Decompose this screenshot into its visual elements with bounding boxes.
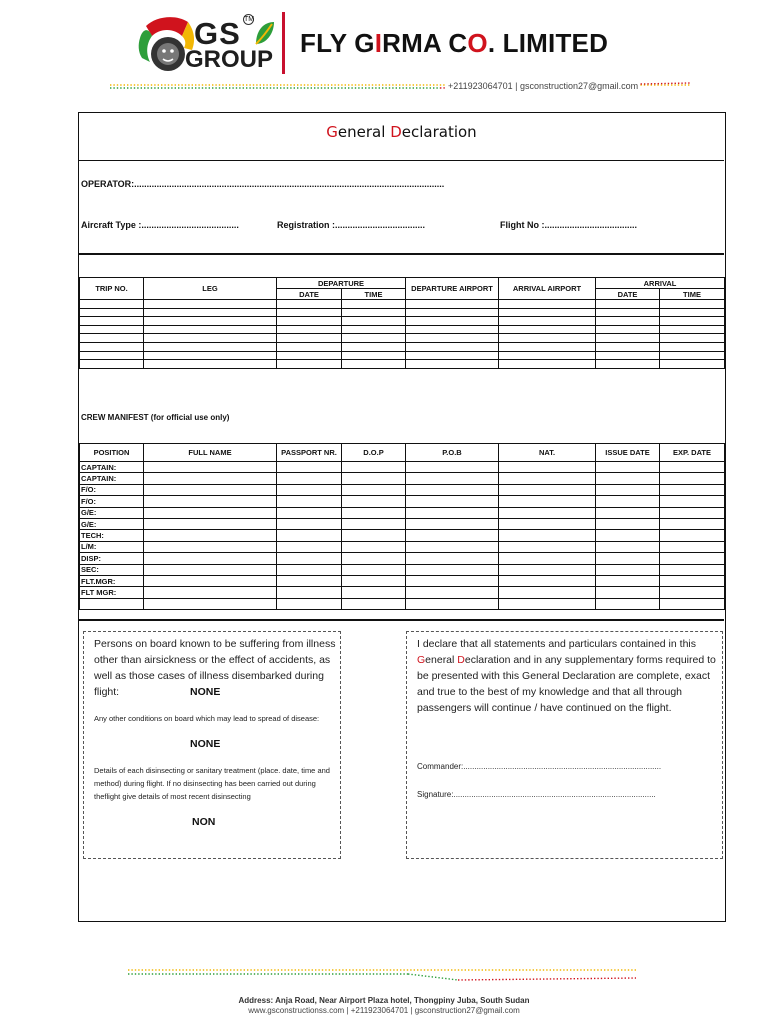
trip-cell[interactable]: [660, 317, 725, 326]
dop-header: D.O.P: [342, 444, 406, 462]
trip-cell[interactable]: [406, 334, 499, 343]
crew-cell[interactable]: [596, 496, 660, 507]
crew-position-cell: [80, 598, 144, 609]
trip-row: [80, 300, 725, 309]
trip-cell[interactable]: [499, 342, 596, 351]
conditions-note: Any other conditions on board which may lead to spread of disease:: [94, 714, 320, 723]
trip-cell[interactable]: [80, 351, 144, 360]
crew-cell[interactable]: [144, 518, 277, 529]
crew-row: [80, 507, 725, 518]
crew-cell[interactable]: [660, 496, 725, 507]
crew-cell[interactable]: [144, 462, 277, 473]
crew-position-cell: G/E:: [80, 518, 144, 529]
crew-cell[interactable]: [277, 541, 342, 552]
crew-position-cell: F/O:: [80, 496, 144, 507]
crew-cell[interactable]: [406, 530, 499, 541]
departure-date-header: DATE: [277, 289, 342, 300]
trip-row: [80, 308, 725, 317]
crew-cell[interactable]: [406, 507, 499, 518]
title-box: [79, 113, 724, 161]
crew-cell[interactable]: [499, 484, 596, 495]
crew-cell[interactable]: [144, 484, 277, 495]
crew-position-cell: FLT.MGR:: [80, 575, 144, 586]
crew-cell[interactable]: [499, 598, 596, 609]
trip-cell[interactable]: [660, 308, 725, 317]
crew-cell[interactable]: [499, 541, 596, 552]
crew-cell[interactable]: [660, 553, 725, 564]
crew-cell[interactable]: [342, 473, 406, 484]
trip-cell[interactable]: [144, 300, 277, 309]
crew-cell[interactable]: [406, 496, 499, 507]
trip-cell[interactable]: [342, 308, 406, 317]
crew-cell[interactable]: [596, 484, 660, 495]
trip-cell[interactable]: [499, 300, 596, 309]
trip-cell[interactable]: [342, 351, 406, 360]
crew-cell[interactable]: [277, 484, 342, 495]
crew-cell[interactable]: [499, 507, 596, 518]
disinsecting-answer[interactable]: NON: [192, 816, 216, 828]
crew-manifest-table: [79, 443, 725, 610]
crew-cell[interactable]: [499, 462, 596, 473]
crew-cell[interactable]: [144, 541, 277, 552]
leg-header: LEG: [144, 278, 277, 300]
trip-cell[interactable]: [80, 325, 144, 334]
trip-cell[interactable]: [596, 300, 660, 309]
crew-row: [80, 484, 725, 495]
crew-cell[interactable]: [277, 518, 342, 529]
crew-cell[interactable]: [342, 587, 406, 598]
crew-cell[interactable]: [342, 541, 406, 552]
crew-cell[interactable]: [277, 598, 342, 609]
trip-cell[interactable]: [406, 360, 499, 369]
crew-position-cell: F/O:: [80, 484, 144, 495]
declaration-text: I declare that all statements and particulars contained in this General Declaration and in any supplementary forms required to be presented with this General Declaration are complete, exact and true to the best of my knowledge and that all through passengers will continue / have continued on the flight.: [417, 638, 716, 714]
nationality-header: NAT.: [499, 444, 596, 462]
crew-cell[interactable]: [342, 462, 406, 473]
departure-time-header: TIME: [342, 289, 406, 300]
crew-cell[interactable]: [499, 564, 596, 575]
pob-header: P.O.B: [406, 444, 499, 462]
logo-group-text: GROUP: [185, 46, 274, 73]
trip-cell[interactable]: [596, 351, 660, 360]
conditions-answer[interactable]: NONE: [190, 738, 221, 750]
crew-cell[interactable]: [277, 473, 342, 484]
crew-cell[interactable]: [277, 587, 342, 598]
crew-cell[interactable]: [596, 598, 660, 609]
crew-row: [80, 541, 725, 552]
crew-cell[interactable]: [596, 575, 660, 586]
trip-cell[interactable]: [660, 342, 725, 351]
issue-date-header: ISSUE DATE: [596, 444, 660, 462]
trip-row: [80, 325, 725, 334]
trip-cell[interactable]: [144, 360, 277, 369]
crew-cell[interactable]: [660, 462, 725, 473]
crew-position-cell: CAPTAIN:: [80, 462, 144, 473]
trip-cell[interactable]: [144, 317, 277, 326]
crew-cell[interactable]: [499, 496, 596, 507]
trip-cell[interactable]: [80, 334, 144, 343]
crew-position-cell: FLT MGR:: [80, 587, 144, 598]
crew-row: [80, 587, 725, 598]
crew-row: [80, 530, 725, 541]
crew-cell[interactable]: [406, 598, 499, 609]
crew-row: [80, 575, 725, 586]
trip-cell[interactable]: [406, 300, 499, 309]
crew-cell[interactable]: [596, 507, 660, 518]
trip-cell[interactable]: [277, 351, 342, 360]
crew-cell[interactable]: [277, 553, 342, 564]
crew-cell[interactable]: [596, 587, 660, 598]
trip-cell[interactable]: [342, 342, 406, 351]
trip-cell[interactable]: [80, 300, 144, 309]
trip-cell[interactable]: [596, 317, 660, 326]
crew-cell[interactable]: [660, 484, 725, 495]
crew-cell[interactable]: [277, 564, 342, 575]
page-title: General Declaration: [326, 123, 477, 141]
trip-row: [80, 351, 725, 360]
crew-manifest-label: CREW MANIFEST (for official use only): [81, 413, 230, 422]
crew-cell[interactable]: [342, 496, 406, 507]
trip-cell[interactable]: [342, 325, 406, 334]
footer-dotted-line: [128, 964, 636, 984]
trip-cell[interactable]: [144, 325, 277, 334]
commander-field[interactable]: Commander:.........................................................................................: [417, 762, 662, 771]
crew-cell[interactable]: [499, 530, 596, 541]
crew-row: [80, 564, 725, 575]
trip-cell[interactable]: [499, 325, 596, 334]
trip-cell[interactable]: [342, 300, 406, 309]
trip-cell[interactable]: [342, 317, 406, 326]
trip-cell[interactable]: [277, 342, 342, 351]
crew-cell[interactable]: [406, 473, 499, 484]
footer-address: Address: Anja Road, Near Airport Plaza hotel, Thongpiny Juba, South Sudan: [238, 996, 530, 1005]
position-header: POSITION: [80, 444, 144, 462]
full-name-header: FULL NAME: [144, 444, 277, 462]
trip-cell[interactable]: [499, 317, 596, 326]
arrival-header: ARRIVAL: [596, 278, 725, 289]
crew-cell[interactable]: [277, 530, 342, 541]
departure-airport-header: DEPARTURE AIRPORT: [406, 278, 499, 300]
crew-cell[interactable]: [660, 518, 725, 529]
crew-cell[interactable]: [406, 462, 499, 473]
crew-cell[interactable]: [660, 530, 725, 541]
trip-cell[interactable]: [406, 351, 499, 360]
section-divider: [79, 619, 724, 621]
crew-cell[interactable]: [596, 530, 660, 541]
crew-row: [80, 553, 725, 564]
trip-cell[interactable]: [499, 334, 596, 343]
commander-declaration-box: [406, 631, 723, 859]
crew-cell[interactable]: [596, 564, 660, 575]
crew-cell[interactable]: [342, 575, 406, 586]
trip-no-header: TRIP NO.: [80, 278, 144, 300]
crew-cell[interactable]: [499, 473, 596, 484]
crew-row: [80, 598, 725, 609]
crew-cell[interactable]: [660, 507, 725, 518]
crew-row: [80, 496, 725, 507]
crew-position-cell: L/M:: [80, 541, 144, 552]
crew-cell[interactable]: [342, 564, 406, 575]
crew-cell[interactable]: [406, 541, 499, 552]
crew-cell[interactable]: [144, 587, 277, 598]
crew-cell[interactable]: [144, 496, 277, 507]
crew-cell[interactable]: [342, 553, 406, 564]
declaration-form: [78, 112, 726, 922]
arrival-time-header: TIME: [660, 289, 725, 300]
trip-cell[interactable]: [499, 360, 596, 369]
trip-row: [80, 317, 725, 326]
flight-no-field[interactable]: Flight No :.....................................: [500, 220, 638, 230]
crew-cell[interactable]: [406, 587, 499, 598]
crew-cell[interactable]: [660, 575, 725, 586]
illness-answer[interactable]: NONE: [190, 686, 221, 698]
trip-cell[interactable]: [80, 360, 144, 369]
crew-cell[interactable]: [342, 518, 406, 529]
crew-cell[interactable]: [499, 587, 596, 598]
trip-cell[interactable]: [596, 334, 660, 343]
company-name: FLY GIRMA CO. LIMITED: [300, 28, 609, 58]
header-contact: +211923064701 | gsconstruction27@gmail.com: [448, 81, 639, 91]
crew-cell[interactable]: [499, 518, 596, 529]
trip-cell[interactable]: [406, 325, 499, 334]
illness-note: Persons on board known to be suffering from illness other than airsickness or the effect of accidents, as well as those cases of illness disembarked during flight:: [94, 638, 336, 698]
crew-cell[interactable]: [342, 598, 406, 609]
trip-row: [80, 334, 725, 343]
exp-date-header: EXP. DATE: [660, 444, 725, 462]
arrival-airport-header: ARRIVAL AIRPORT: [499, 278, 596, 300]
crew-row: [80, 518, 725, 529]
trip-cell[interactable]: [660, 360, 725, 369]
crew-position-cell: SEC:: [80, 564, 144, 575]
crew-position-cell: DISP:: [80, 553, 144, 564]
passport-header: PASSPORT NR.: [277, 444, 342, 462]
crew-cell[interactable]: [660, 473, 725, 484]
crew-cell[interactable]: [406, 564, 499, 575]
trip-row: [80, 360, 725, 369]
trademark-mark: TM: [244, 16, 255, 23]
crew-cell[interactable]: [144, 473, 277, 484]
trip-cell[interactable]: [596, 308, 660, 317]
crew-cell[interactable]: [277, 496, 342, 507]
crew-cell[interactable]: [660, 564, 725, 575]
crew-cell[interactable]: [144, 575, 277, 586]
crew-cell[interactable]: [596, 518, 660, 529]
departure-header: DEPARTURE: [277, 278, 406, 289]
trip-cell[interactable]: [342, 360, 406, 369]
section-divider: [79, 253, 724, 255]
trip-cell[interactable]: [499, 308, 596, 317]
leaf-icon: [254, 20, 276, 46]
crew-cell[interactable]: [596, 462, 660, 473]
trip-cell[interactable]: [660, 334, 725, 343]
crew-cell[interactable]: [144, 530, 277, 541]
crew-cell[interactable]: [342, 484, 406, 495]
trip-cell[interactable]: [144, 351, 277, 360]
crew-cell[interactable]: [406, 575, 499, 586]
header-divider: [282, 12, 285, 74]
footer-contact: www.gsconstructionss.com | +211923064701 | gsconstruction27@gmail.com: [248, 1006, 520, 1015]
crew-position-cell: TECH:: [80, 530, 144, 541]
crew-cell[interactable]: [499, 553, 596, 564]
trip-cell[interactable]: [660, 351, 725, 360]
arrival-date-header: DATE: [596, 289, 660, 300]
crew-cell[interactable]: [277, 462, 342, 473]
signature-field[interactable]: Signature:...........................................................................................: [417, 790, 656, 799]
crew-cell[interactable]: [144, 564, 277, 575]
registration-field[interactable]: Registration :....................................: [277, 220, 426, 230]
crew-cell[interactable]: [499, 575, 596, 586]
operator-field[interactable]: OPERATOR:............................................................................................................................: [81, 179, 445, 189]
crew-cell[interactable]: [277, 575, 342, 586]
trip-cell[interactable]: [80, 317, 144, 326]
crew-cell[interactable]: [596, 541, 660, 552]
trip-cell[interactable]: [144, 308, 277, 317]
crew-position-cell: CAPTAIN:: [80, 473, 144, 484]
trip-cell[interactable]: [406, 317, 499, 326]
trip-cell[interactable]: [596, 342, 660, 351]
trip-row: [80, 342, 725, 351]
crew-row: [80, 473, 725, 484]
trip-cell[interactable]: [596, 325, 660, 334]
crew-cell[interactable]: [596, 473, 660, 484]
trip-table: [79, 277, 725, 369]
crew-cell[interactable]: [144, 553, 277, 564]
crew-cell[interactable]: [406, 484, 499, 495]
trip-cell[interactable]: [80, 342, 144, 351]
crew-cell[interactable]: [342, 507, 406, 518]
crew-cell[interactable]: [660, 587, 725, 598]
trip-cell[interactable]: [277, 360, 342, 369]
crew-cell[interactable]: [406, 518, 499, 529]
trip-cell[interactable]: [596, 360, 660, 369]
crew-cell[interactable]: [660, 598, 725, 609]
trip-cell[interactable]: [406, 342, 499, 351]
crew-cell[interactable]: [406, 553, 499, 564]
crew-row: [80, 462, 725, 473]
crew-cell[interactable]: [660, 541, 725, 552]
crew-position-cell: G/E:: [80, 507, 144, 518]
trip-cell[interactable]: [277, 308, 342, 317]
trip-cell[interactable]: [499, 351, 596, 360]
health-declaration-box: [83, 631, 341, 859]
trip-cell[interactable]: [277, 317, 342, 326]
trip-cell[interactable]: [406, 308, 499, 317]
trip-cell[interactable]: [144, 342, 277, 351]
trip-cell[interactable]: [277, 300, 342, 309]
trip-cell[interactable]: [342, 334, 406, 343]
logo-gs-text: GS: [194, 16, 241, 51]
trip-cell[interactable]: [80, 308, 144, 317]
crew-cell[interactable]: [342, 530, 406, 541]
crew-cell[interactable]: [596, 553, 660, 564]
trip-cell[interactable]: [144, 334, 277, 343]
trip-cell[interactable]: [660, 300, 725, 309]
trip-cell[interactable]: [277, 325, 342, 334]
disinsecting-note: Details of each disinsecting or sanitary treatment (place. date, time and method) during flight. If no disinsecting has been carried out during theflight give details of most recent disinsecting: [94, 766, 330, 801]
company-logo: [136, 14, 284, 78]
crew-cell[interactable]: [144, 507, 277, 518]
trip-cell[interactable]: [660, 325, 725, 334]
trip-cell[interactable]: [277, 334, 342, 343]
crew-cell[interactable]: [277, 507, 342, 518]
aircraft-type-field[interactable]: Aircraft Type :.......................................: [81, 220, 239, 230]
crew-cell[interactable]: [144, 598, 277, 609]
